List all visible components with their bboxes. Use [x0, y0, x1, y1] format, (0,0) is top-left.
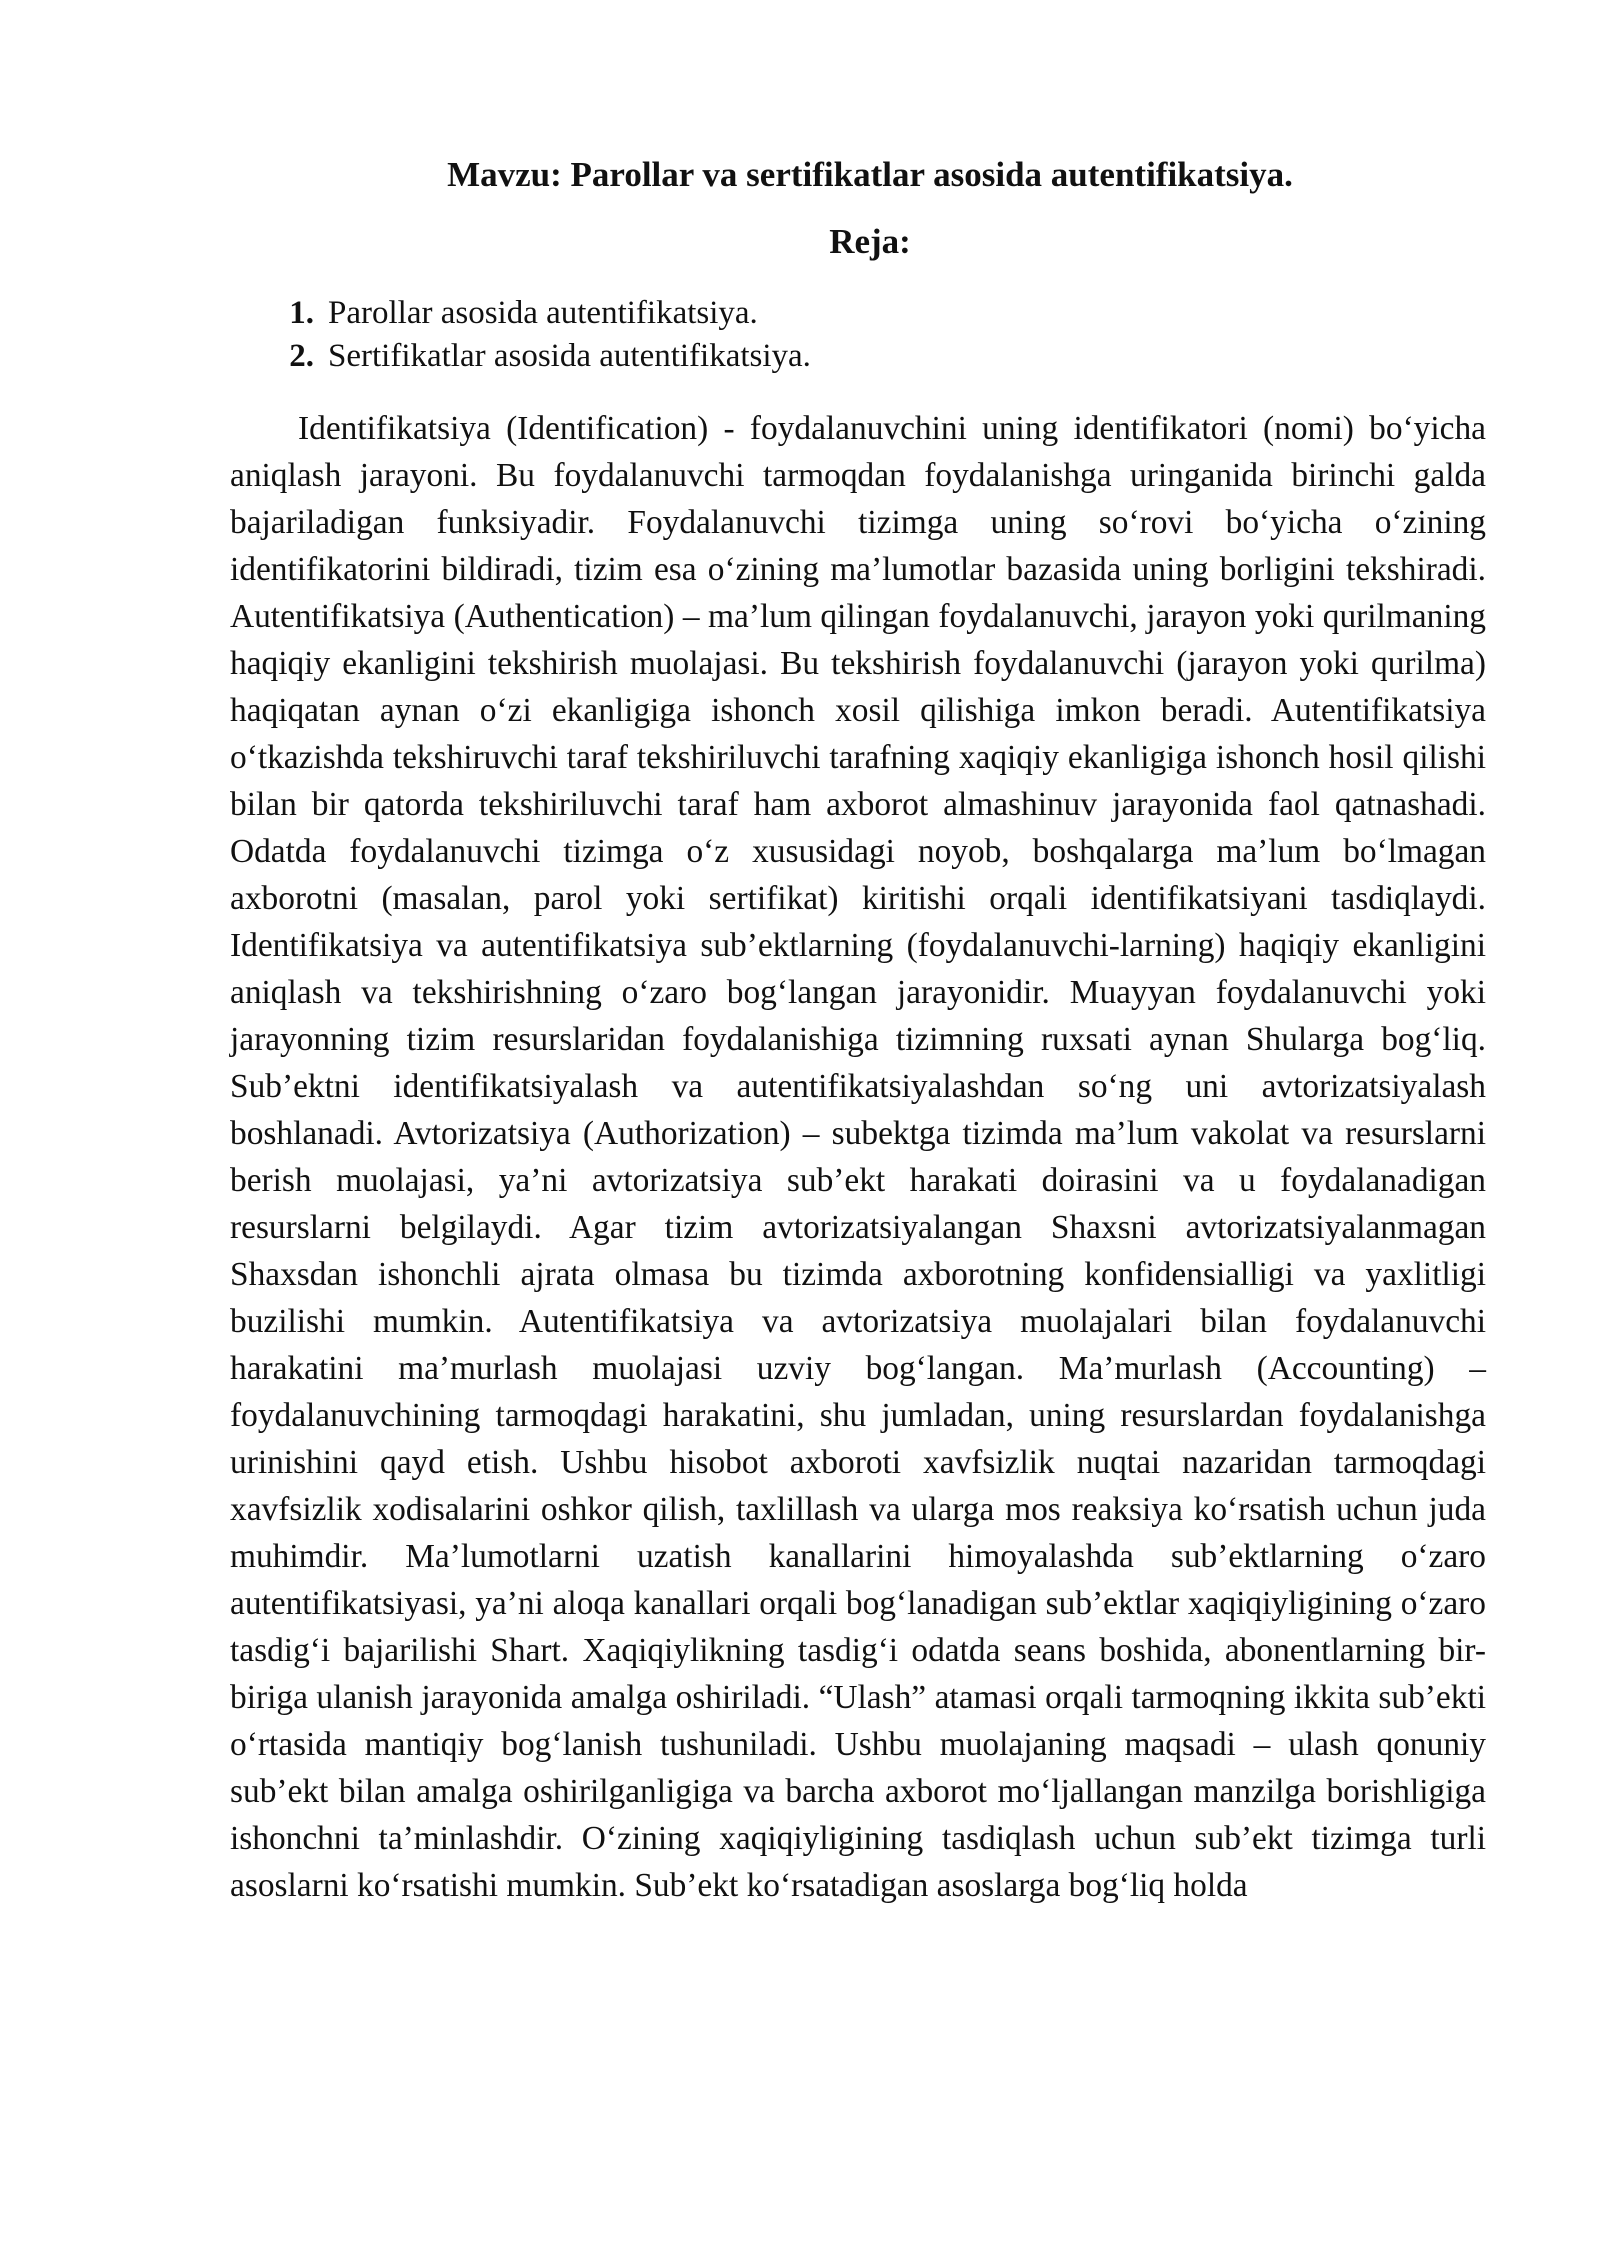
plan-list — [280, 292, 1280, 378]
plan-heading: Reja: — [829, 222, 911, 261]
plan-item-text: Parollar asosida autentifikatsiya. — [328, 295, 758, 331]
plan-item-text: Sertifikatlar asosida autentifikatsiya. — [328, 338, 811, 374]
plan-item — [280, 292, 1280, 335]
body-paragraph: Identifikatsiya (Identification) - foydalanuvchini uning identifikatori (nomi) bo‘yicha aniqlash jarayoni. Bu foydalanuvchi tarmoqdan foydalanishga uringanida birinchi galda bajariladigan funksiyadir. Foydalanuvchi tizimga uning so‘rovi bo‘yicha o‘zining identifikatorini bildiradi, tizim esa o‘zining ma’lumotlar bazasida uning borligini tekshiradi. Autentifikatsiya (Authentication) – ma’lum qilingan foydalanuvchi, jarayon yoki qurilmaning haqiqiy ekanligini tekshirish muolajasi. Bu tekshirish foydalanuvchi (jarayon yoki qurilma) haqiqatan aynan o‘zi ekanligiga ishonch xosil qilishiga imkon beradi. Autentifikatsiya o‘tkazishda tekshiruvchi taraf tekshiriluvchi tarafning xaqiqiy ekanligiga ishonch hosil qilishi bilan bir qatorda tekshiriluvchi taraf ham axborot almashinuv jarayonida faol qatnashadi. Odatda foydalanuvchi tizimga o‘z xususidagi noyob, boshqalarga ma’lum bo‘lmagan axborotni (masalan, parol yoki sertifikat) kiritishi orqali identifikatsiyani tasdiqlaydi. Identifikatsiya va autentifikatsiya sub’ektlarning (foydalanuvchi-larning) haqiqiy ekanligini aniqlash va tekshirishning o‘zaro bog‘langan jarayonidir. Muayyan foydalanuvchi yoki jarayonning tizim resurslaridan foydalanishiga tizimning ruxsati aynan Shularga bog‘liq. Sub’ektni identifikatsiyalash va autentifikatsiyalashdan so‘ng uni avtorizatsiyalash boshlanadi. Avtorizatsiya (Authorization) – subektga tizimda ma’lum vakolat va resurslarni berish muolajasi, ya’ni avtorizatsiya sub’ekt harakati doirasini va u foydalanadigan resurslarni belgilaydi. Agar tizim avtorizatsiyalangan Shaxsni avtorizatsiyalanmagan Shaxsdan ishonchli ajrata olmasa bu tizimda axborotning konfidensialligi va yaxlitligi buzilishi mumkin. Autentifikatsiya va avtorizatsiya muolajalari bilan foydalanuvchi harakatini ma’murlash muolajasi uzviy bog‘langan. Ma’murlash (Accounting) – foydalanuvchining tarmoqdagi harakatini, shu jumladan, uning resurslardan foydalanishga urinishini qayd etish. Ushbu hisobot axboroti xavfsizlik nuqtai nazaridan tarmoqdagi xavfsizlik xodisalarini oshkor qilish, taxlillash va ularga mos reaksiya ko‘rsatish uchun juda muhimdir. Ma’lumotlarni uzatish kanallarini himoyalashda sub’ektlarning o‘zaro autentifikatsiyasi, ya’ni aloqa kanallari orqali bog‘lanadigan sub’ektlar xaqiqiyligining o‘zaro tasdig‘i bajarilishi Shart. Xaqiqiylikning tasdig‘i odatda seans boshida, abonentlarning bir-biriga ulanish jarayonida amalga oshiriladi. “Ulash” atamasi orqali tarmoqning ikkita sub’ekti o‘rtasida mantiqiy bog‘lanish tushuniladi. Ushbu muolajaning maqsadi – ulash qonuniy sub’ekt bilan amalga oshirilganligiga va barcha axborot mo‘ljallangan manzilga borishligiga ishonchni ta’minlashdir. O‘zining xaqiqiyligining tasdiqlash uchun sub’ekt tizimga turli asoslarni ko‘rsatishi mumkin. Sub’ekt ko‘rsatadigan asoslarga bog‘liq holda — [230, 410, 1486, 1904]
plan-item — [280, 335, 1280, 378]
plan-item-number: 1. — [289, 295, 314, 331]
plan-item-number: 2. — [289, 338, 314, 374]
document-title: Mavzu: Parollar va sertifikatlar asosida autentifikatsiya. — [447, 155, 1293, 194]
